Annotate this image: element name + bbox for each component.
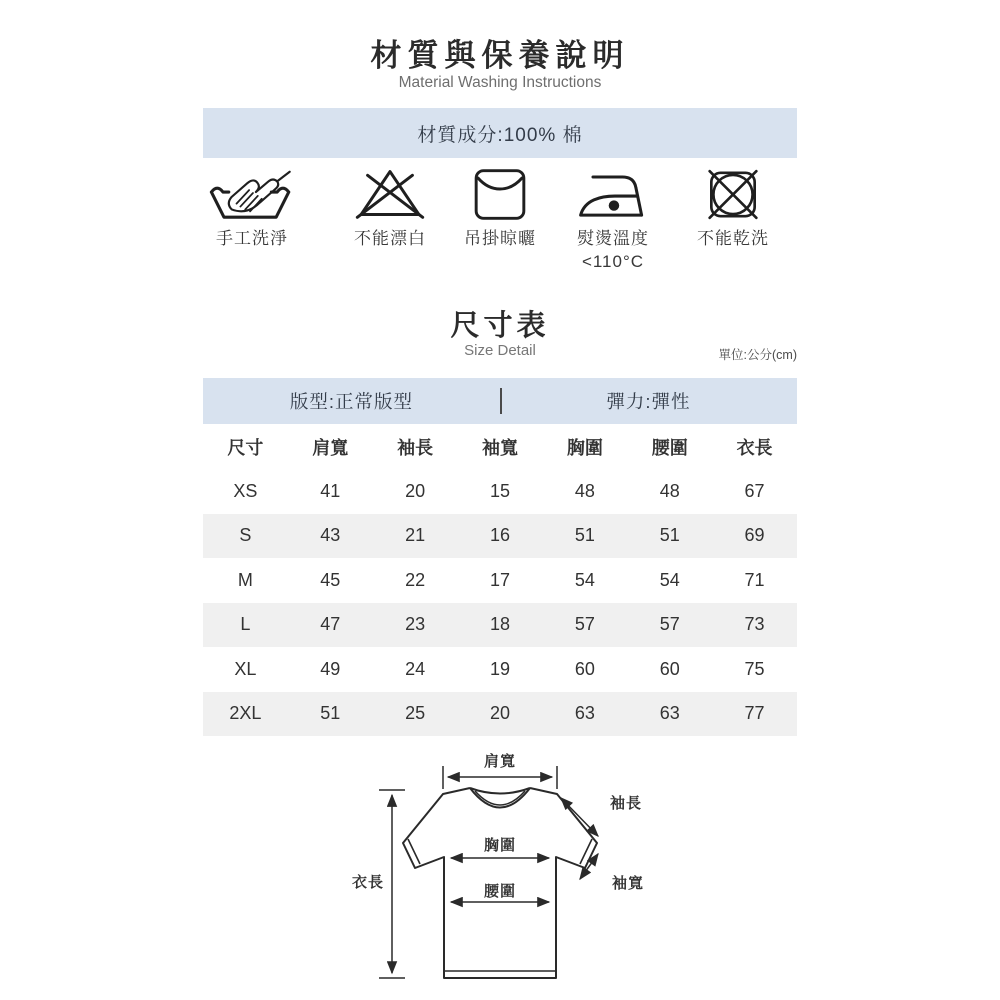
size-name-cell: M: [237, 569, 253, 590]
no-dry-clean-icon: [663, 162, 803, 222]
diagram-label-waist: 腰圍: [483, 883, 516, 900]
fit-stretch-banner: [203, 378, 797, 424]
size-chart-subtitle: Size Detail: [464, 342, 536, 359]
size-value-cell: 47: [320, 614, 341, 635]
fit-label: 版型:正常版型: [289, 391, 414, 412]
size-name-cell: 2XL: [229, 703, 262, 724]
size-value-cell: 51: [320, 703, 341, 724]
size-chart-title: 尺寸表: [450, 310, 550, 342]
size-value-cell: 21: [405, 525, 426, 546]
unit-note: 單位:公分(cm): [718, 348, 797, 362]
size-value-cell: 77: [744, 703, 765, 724]
size-value-cell: 45: [320, 569, 341, 590]
diagram-label-sleeve-width: 袖寬: [611, 875, 644, 892]
composition-banner: [203, 108, 797, 158]
care-label: 不能乾洗: [697, 229, 769, 248]
size-value-cell: 22: [405, 569, 426, 590]
size-value-cell: 60: [574, 658, 595, 679]
diagram-label-shoulder: 肩寬: [483, 753, 516, 770]
diagram-label-body-length: 衣長: [351, 874, 384, 891]
size-name-cell: L: [240, 614, 251, 635]
banner-divider: [500, 388, 502, 414]
size-value-cell: 57: [574, 614, 595, 635]
table-row: [203, 647, 797, 692]
size-col-header: 腰圍: [651, 437, 688, 458]
size-value-cell: 43: [320, 525, 341, 546]
material-subtitle: Material Washing Instructions: [398, 74, 602, 91]
size-value-cell: 51: [574, 525, 595, 546]
size-value-cell: 23: [405, 614, 426, 635]
size-value-cell: 69: [744, 525, 765, 546]
size-table: [203, 424, 797, 736]
care-label: 不能漂白: [354, 229, 426, 248]
composition-text: 材質成分:100% 棉: [417, 124, 583, 146]
size-value-cell: 17: [489, 569, 510, 590]
size-name-cell: S: [239, 525, 252, 546]
iron-low-temp-icon: [543, 162, 683, 222]
care-label: 吊掛晾曬: [464, 229, 536, 248]
size-col-header: 衣長: [736, 437, 773, 458]
care-label-temp: <110°C: [581, 251, 645, 271]
size-name-cell: XL: [234, 658, 257, 679]
size-value-cell: 54: [659, 569, 680, 590]
table-row: [203, 558, 797, 603]
table-row: [203, 603, 797, 648]
size-value-cell: 49: [320, 658, 341, 679]
care-item-no-dry-clean: [663, 162, 803, 251]
size-value-cell: 73: [744, 614, 765, 635]
size-col-header: 袖寬: [481, 437, 518, 458]
size-value-cell: 54: [574, 569, 595, 590]
size-value-cell: 41: [320, 480, 341, 501]
size-value-cell: 15: [489, 480, 510, 501]
size-value-cell: 71: [744, 569, 765, 590]
table-row: [203, 514, 797, 559]
size-col-header: 胸圍: [566, 437, 603, 458]
size-value-cell: 57: [659, 614, 680, 635]
handwash-icon: [182, 162, 322, 222]
size-value-cell: 51: [659, 525, 680, 546]
size-value-cell: 75: [744, 658, 765, 679]
size-value-cell: 48: [659, 480, 680, 501]
material-title: 材質與保養說明: [370, 38, 630, 73]
size-value-cell: 24: [405, 658, 426, 679]
stretch-label: 彈力:彈性: [606, 391, 691, 412]
size-value-cell: 48: [574, 480, 595, 501]
size-value-cell: 60: [659, 658, 680, 679]
care-label: 熨燙溫度: [577, 229, 649, 248]
size-value-cell: 63: [574, 703, 595, 724]
size-name-cell: XS: [233, 480, 258, 501]
size-value-cell: 20: [405, 480, 426, 501]
size-value-cell: 18: [489, 614, 510, 635]
size-col-header: 尺寸: [227, 437, 264, 458]
size-col-header: 袖長: [397, 437, 434, 458]
table-row: [203, 469, 797, 514]
size-value-cell: 19: [489, 658, 510, 679]
diagram-label-sleeve-length: 袖長: [609, 795, 642, 812]
table-header-row: [203, 424, 797, 469]
size-value-cell: 63: [659, 703, 680, 724]
care-item-handwash: [182, 162, 322, 251]
size-value-cell: 16: [489, 525, 510, 546]
size-col-header: 肩寬: [312, 437, 349, 458]
size-value-cell: 25: [405, 703, 426, 724]
table-row: [203, 692, 797, 737]
size-value-cell: 67: [744, 480, 765, 501]
care-item-iron: [543, 162, 683, 274]
diagram-label-chest: 胸圍: [483, 837, 516, 854]
care-label: 手工洗淨: [216, 229, 288, 248]
size-value-cell: 20: [489, 703, 510, 724]
